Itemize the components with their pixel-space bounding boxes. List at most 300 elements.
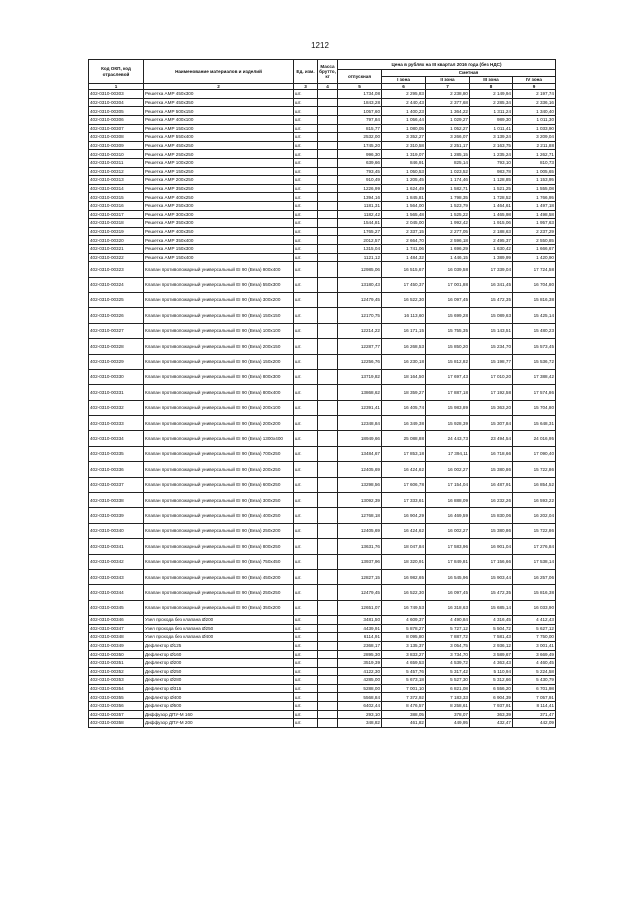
cell-z3: 1 728,52	[470, 193, 513, 202]
cell-release: 13631,76	[338, 539, 382, 554]
cell-unit: шт.	[294, 702, 318, 711]
cell-mass	[318, 385, 338, 400]
cell-z3: 16 341,45	[470, 277, 513, 292]
cell-z2: 4 490,84	[426, 616, 470, 625]
cell-z4: 2 211,88	[513, 141, 556, 150]
cell-unit: шт.	[294, 539, 318, 554]
cell-release: 815,77	[338, 124, 382, 133]
cell-code: 402-0310-00358	[89, 719, 144, 728]
table-row	[89, 202, 556, 211]
cell-code: 402-0310-00346	[89, 616, 144, 625]
cell-z1: 2 440,43	[382, 98, 426, 107]
cell-z3: 363,39	[470, 710, 513, 719]
cell-release: 293,10	[338, 710, 382, 719]
cell-unit: шт.	[294, 339, 318, 354]
cell-mass	[318, 539, 338, 554]
cell-z4: 16 257,06	[513, 569, 556, 584]
cell-z1: 2 664,70	[382, 236, 426, 245]
cell-z4: 17 276,84	[513, 539, 556, 554]
cell-z1: 17 606,78	[382, 477, 426, 492]
cell-name: Клапан противопожарный универсальный EI 90 (Веза) 700х250	[144, 446, 294, 461]
cell-z4: 1 262,71	[513, 150, 556, 159]
cell-release: 12479,45	[338, 585, 382, 600]
cell-mass	[318, 323, 338, 338]
cell-unit: шт.	[294, 684, 318, 693]
cell-unit: шт.	[294, 253, 318, 262]
cell-unit: шт.	[294, 116, 318, 125]
table-body	[89, 90, 556, 728]
cell-z4: 5 224,58	[513, 667, 556, 676]
cell-unit: шт.	[294, 150, 318, 159]
cell-z1: 16 230,18	[382, 354, 426, 369]
cell-name: Дефлектор Ø315	[144, 684, 294, 693]
cell-release: 13180,43	[338, 277, 382, 292]
cell-unit: шт.	[294, 98, 318, 107]
cell-z4: 1 153,95	[513, 176, 556, 185]
table-row	[89, 710, 556, 719]
cell-z2: 16 097,45	[426, 292, 470, 307]
cell-z1: 16 405,74	[382, 400, 426, 415]
header-estimated: Сметная	[382, 70, 556, 77]
cell-z2: 17 697,43	[426, 369, 470, 384]
cell-name: Решетка АМР 100х200	[144, 159, 294, 168]
cell-z1: 1 741,06	[382, 244, 426, 253]
cell-z3: 7 581,43	[470, 633, 513, 642]
cell-z2: 2 596,18	[426, 236, 470, 245]
table-row	[89, 159, 556, 168]
cell-z3: 1 011,41	[470, 124, 513, 133]
cell-z4: 16 704,80	[513, 277, 556, 292]
cell-name: Дефлектор Ø500	[144, 702, 294, 711]
cell-z4: 17 724,58	[513, 262, 556, 277]
cell-z2: 1 364,22	[426, 107, 470, 116]
cell-z1: 8 095,80	[382, 633, 426, 642]
cell-z2: 15 699,28	[426, 308, 470, 323]
cell-code: 402-0310-00329	[89, 354, 144, 369]
cell-release: 12651,07	[338, 600, 382, 615]
cell-z3: 5 110,94	[470, 667, 513, 676]
table-row	[89, 323, 556, 338]
cell-release: 793,45	[338, 167, 382, 176]
cell-z1: 16 424,62	[382, 523, 426, 538]
price-table	[88, 59, 556, 728]
cell-code: 402-0310-00319	[89, 227, 144, 236]
cell-z4: 3 001,41	[513, 641, 556, 650]
cell-z3: 2 495,37	[470, 236, 513, 245]
cell-z4: 17 090,40	[513, 446, 556, 461]
cell-z2: 1 992,42	[426, 219, 470, 228]
cell-name: Клапан противопожарный универсальный EI 90 (Веза) 250х200	[144, 523, 294, 538]
cell-release: 12287,77	[338, 339, 382, 354]
cell-release: 1843,28	[338, 98, 382, 107]
cell-z2: 2 251,17	[426, 141, 470, 150]
cell-mass	[318, 369, 338, 384]
cell-z4: 16 854,52	[513, 477, 556, 492]
cell-release: 13092,39	[338, 493, 382, 508]
cell-mass	[318, 253, 338, 262]
cell-mass	[318, 176, 338, 185]
cell-z1: 2 337,15	[382, 227, 426, 236]
cell-mass	[318, 702, 338, 711]
cell-z4: 15 480,23	[513, 323, 556, 338]
cell-release: 6114,91	[338, 633, 382, 642]
cell-release: 639,66	[338, 159, 382, 168]
cell-code: 402-0310-00310	[89, 150, 144, 159]
cell-z4: 1 420,90	[513, 253, 556, 262]
cell-unit: шт.	[294, 236, 318, 245]
col-number: 8	[470, 84, 513, 90]
cell-z1: 1 564,00	[382, 202, 426, 211]
cell-z1: 2 295,83	[382, 90, 426, 99]
cell-release: 18949,66	[338, 431, 382, 446]
cell-unit: шт.	[294, 277, 318, 292]
cell-name: Решетка АМР 450х300	[144, 90, 294, 99]
cell-release: 12985,06	[338, 262, 382, 277]
cell-name: Клапан противопожарный универсальный EI 90 (Веза) 100х100	[144, 323, 294, 338]
cell-release: 13719,82	[338, 369, 382, 384]
cell-unit: шт.	[294, 210, 318, 219]
cell-release: 1121,12	[338, 253, 382, 262]
cell-release: 5568,84	[338, 693, 382, 702]
cell-z4: 4 460,45	[513, 659, 556, 668]
table-row	[89, 667, 556, 676]
table-row	[89, 167, 556, 176]
cell-code: 402-0310-00337	[89, 477, 144, 492]
cell-name: Решетка АМР 150х100	[144, 124, 294, 133]
table-row	[89, 236, 556, 245]
cell-release: 12348,84	[338, 416, 382, 431]
cell-z3: 1 915,06	[470, 219, 513, 228]
cell-z2: 16 318,63	[426, 600, 470, 615]
cell-unit: шт.	[294, 416, 318, 431]
table-row	[89, 262, 556, 277]
cell-z3: 5 312,66	[470, 676, 513, 685]
cell-name: Диффузор ДПУ-М 160	[144, 710, 294, 719]
cell-z4: 1 340,40	[513, 107, 556, 116]
cell-unit: шт.	[294, 262, 318, 277]
cell-unit: шт.	[294, 659, 318, 668]
table-row	[89, 219, 556, 228]
cell-name: Дефлектор Ø400	[144, 693, 294, 702]
cell-unit: шт.	[294, 308, 318, 323]
cell-z4: 2 197,74	[513, 90, 556, 99]
cell-mass	[318, 624, 338, 633]
cell-release: 1734,08	[338, 90, 382, 99]
cell-code: 402-0310-00318	[89, 219, 144, 228]
cell-release: 5288,00	[338, 684, 382, 693]
cell-z2: 2 277,05	[426, 227, 470, 236]
cell-z4: 4 412,43	[513, 616, 556, 625]
cell-code: 402-0310-00335	[89, 446, 144, 461]
cell-mass	[318, 210, 338, 219]
table-row	[89, 277, 556, 292]
cell-release: 12827,15	[338, 569, 382, 584]
cell-z3: 17 010,20	[470, 369, 513, 384]
cell-release: 4285,00	[338, 676, 382, 685]
cell-unit: шт.	[294, 90, 318, 99]
cell-z3: 1 521,25	[470, 184, 513, 193]
table-row	[89, 676, 556, 685]
cell-z1: 1 050,53	[382, 167, 426, 176]
cell-mass	[318, 616, 338, 625]
cell-mass	[318, 693, 338, 702]
cell-mass	[318, 508, 338, 523]
cell-release: 2012,57	[338, 236, 382, 245]
cell-unit: шт.	[294, 184, 318, 193]
cell-z2: 825,14	[426, 159, 470, 168]
table-row	[89, 431, 556, 446]
cell-release: 2368,17	[338, 641, 382, 650]
cell-name: Клапан противопожарный универсальный EI 90 (Веза) 400х250	[144, 508, 294, 523]
cell-name: Решетка АМР 150х400	[144, 253, 294, 262]
cell-code: 402-0310-00355	[89, 693, 144, 702]
cell-code: 402-0310-00334	[89, 431, 144, 446]
table-row	[89, 210, 556, 219]
cell-mass	[318, 227, 338, 236]
cell-name: Клапан противопожарный универсальный EI 90 (Веза) 800х400	[144, 385, 294, 400]
cell-z2: 1 052,27	[426, 124, 470, 133]
table-row	[89, 90, 556, 99]
cell-code: 402-0310-00350	[89, 650, 144, 659]
table-row	[89, 116, 556, 125]
table-row	[89, 523, 556, 538]
cell-unit: шт.	[294, 446, 318, 461]
cell-unit: шт.	[294, 124, 318, 133]
cell-name: Клапан противопожарный универсальный EI 90 (Веза) 200х250	[144, 462, 294, 477]
cell-mass	[318, 262, 338, 277]
cell-release: 1745,20	[338, 141, 382, 150]
cell-code: 402-0310-00315	[89, 193, 144, 202]
cell-code: 402-0310-00328	[89, 339, 144, 354]
cell-z1: 18 320,91	[382, 554, 426, 569]
cell-z2: 24 443,73	[426, 431, 470, 446]
cell-z4: 15 722,86	[513, 462, 556, 477]
cell-z3: 16 901,04	[470, 539, 513, 554]
cell-release: 13937,96	[338, 554, 382, 569]
cell-z3: 15 903,44	[470, 569, 513, 584]
cell-mass	[318, 124, 338, 133]
cell-z3: 15 363,20	[470, 400, 513, 415]
cell-name: Решетка АМР 200х250	[144, 176, 294, 185]
cell-mass	[318, 523, 338, 538]
cell-unit: шт.	[294, 431, 318, 446]
table-row	[89, 539, 556, 554]
cell-z3: 1 235,24	[470, 150, 513, 159]
cell-z1: 1 624,49	[382, 184, 426, 193]
cell-name: Клапан противопожарный универсальный EI 90 (Веза) 200х200	[144, 416, 294, 431]
cell-mass	[318, 133, 338, 142]
cell-name: Дефлектор Ø280	[144, 676, 294, 685]
cell-z3: 4 363,43	[470, 659, 513, 668]
table-row	[89, 133, 556, 142]
cell-release: 1544,81	[338, 219, 382, 228]
cell-code: 402-0310-00344	[89, 585, 144, 600]
cell-release: 12405,69	[338, 523, 382, 538]
cell-release: 12256,76	[338, 354, 382, 369]
cell-mass	[318, 193, 338, 202]
cell-mass	[318, 569, 338, 584]
cell-z4: 2 336,16	[513, 98, 556, 107]
table-row	[89, 659, 556, 668]
cell-mass	[318, 308, 338, 323]
cell-code: 402-0310-00324	[89, 277, 144, 292]
table-row	[89, 585, 556, 600]
cell-unit: шт.	[294, 676, 318, 685]
table-row	[89, 493, 556, 508]
cell-code: 402-0310-00325	[89, 292, 144, 307]
cell-z4: 1 033,90	[513, 124, 556, 133]
cell-z2: 15 755,35	[426, 323, 470, 338]
cell-name: Решетка АМР 150х300	[144, 244, 294, 253]
cell-z1: 16 171,15	[382, 323, 426, 338]
cell-release: 12768,18	[338, 508, 382, 523]
table-row	[89, 684, 556, 693]
cell-unit: шт.	[294, 219, 318, 228]
cell-z4: 810,73	[513, 159, 556, 168]
cell-mass	[318, 167, 338, 176]
table-row	[89, 650, 556, 659]
cell-z2: 5 527,30	[426, 676, 470, 685]
cell-code: 402-0310-00357	[89, 710, 144, 719]
table-row	[89, 600, 556, 615]
cell-z2: 7 183,33	[426, 693, 470, 702]
cell-name: Узел прохода без клапана Ø400	[144, 633, 294, 642]
cell-z4: 1 957,63	[513, 219, 556, 228]
cell-unit: шт.	[294, 227, 318, 236]
cell-z1: 16 982,65	[382, 569, 426, 584]
cell-mass	[318, 184, 338, 193]
cell-z4: 1 766,95	[513, 193, 556, 202]
cell-unit: шт.	[294, 554, 318, 569]
cell-z4: 371,47	[513, 710, 556, 719]
cell-z3: 15 472,35	[470, 292, 513, 307]
cell-z4: 15 573,45	[513, 339, 556, 354]
cell-mass	[318, 236, 338, 245]
cell-z3: 5 504,72	[470, 624, 513, 633]
cell-z4: 1 497,18	[513, 202, 556, 211]
cell-z2: 5 727,12	[426, 624, 470, 633]
cell-release: 2895,30	[338, 650, 382, 659]
cell-z2: 7 887,72	[426, 633, 470, 642]
cell-z3: 16 487,91	[470, 477, 513, 492]
cell-name: Клапан противопожарный универсальный EI 90 (Веза) 800х250	[144, 539, 294, 554]
cell-unit: шт.	[294, 133, 318, 142]
cell-z1: 1 845,81	[382, 193, 426, 202]
table-row	[89, 308, 556, 323]
cell-release: 12405,69	[338, 462, 382, 477]
table-row	[89, 141, 556, 150]
cell-mass	[318, 446, 338, 461]
cell-z3: 4 316,45	[470, 616, 513, 625]
cell-z4: 15 536,72	[513, 354, 556, 369]
cell-code: 402-0310-00304	[89, 98, 144, 107]
table-row	[89, 369, 556, 384]
cell-z2: 17 849,81	[426, 554, 470, 569]
cell-z1: 388,05	[382, 710, 426, 719]
cell-name: Решетка АМР 400х100	[144, 116, 294, 125]
cell-code: 402-0310-00316	[89, 202, 144, 211]
cell-mass	[318, 462, 338, 477]
cell-z3: 2 285,34	[470, 98, 513, 107]
cell-code: 402-0310-00326	[89, 308, 144, 323]
cell-code: 402-0310-00322	[89, 253, 144, 262]
table-row	[89, 339, 556, 354]
cell-mass	[318, 710, 338, 719]
cell-mass	[318, 400, 338, 415]
cell-unit: шт.	[294, 159, 318, 168]
cell-z2: 15 928,39	[426, 416, 470, 431]
cell-z4: 3 669,49	[513, 650, 556, 659]
cell-z3: 2 188,63	[470, 227, 513, 236]
table-row	[89, 702, 556, 711]
cell-unit: шт.	[294, 354, 318, 369]
cell-z3: 17 192,58	[470, 385, 513, 400]
cell-unit: шт.	[294, 493, 318, 508]
cell-z3: 6 556,20	[470, 684, 513, 693]
cell-unit: шт.	[294, 641, 318, 650]
cell-z3: 432,47	[470, 719, 513, 728]
cell-unit: шт.	[294, 141, 318, 150]
cell-release: 3481,50	[338, 616, 382, 625]
cell-unit: шт.	[294, 107, 318, 116]
cell-z1: 1 205,45	[382, 176, 426, 185]
cell-name: Решетка АМР 400х350	[144, 227, 294, 236]
cell-release: 13298,56	[338, 477, 382, 492]
header-zone3: III зона	[470, 77, 513, 84]
cell-release: 348,82	[338, 719, 382, 728]
cell-z1: 3 833,27	[382, 650, 426, 659]
table-row	[89, 184, 556, 193]
cell-mass	[318, 477, 338, 492]
cell-z2: 1 696,29	[426, 244, 470, 253]
header-price: Цена в рублях на III квартал 2016 года (без НДС)	[338, 60, 556, 70]
cell-name: Клапан противопожарный универсальный EI 90 (Веза) 900х400	[144, 262, 294, 277]
cell-z3: 983,78	[470, 167, 513, 176]
cell-release: 4122,30	[338, 667, 382, 676]
cell-name: Узел прохода без клапана Ø200	[144, 616, 294, 625]
cell-release: 12214,22	[338, 323, 382, 338]
cell-z4: 1 011,30	[513, 116, 556, 125]
cell-z3: 6 904,39	[470, 693, 513, 702]
cell-code: 402-0310-00332	[89, 400, 144, 415]
cell-name: Диффузор ДПУ-М 200	[144, 719, 294, 728]
cell-unit: шт.	[294, 369, 318, 384]
cell-unit: шт.	[294, 244, 318, 253]
cell-unit: шт.	[294, 193, 318, 202]
cell-code: 402-0310-00311	[89, 159, 144, 168]
cell-release: 797,84	[338, 116, 382, 125]
cell-z2: 16 545,96	[426, 569, 470, 584]
table-row	[89, 193, 556, 202]
cell-code: 402-0310-00347	[89, 624, 144, 633]
cell-z1: 1 484,32	[382, 253, 426, 262]
cell-code: 402-0310-00342	[89, 554, 144, 569]
cell-z2: 17 583,96	[426, 539, 470, 554]
cell-z4: 24 016,95	[513, 431, 556, 446]
cell-z1: 7 372,92	[382, 693, 426, 702]
cell-z1: 1 565,48	[382, 210, 426, 219]
cell-code: 402-0310-00314	[89, 184, 144, 193]
cell-code: 402-0310-00312	[89, 167, 144, 176]
cell-unit: шт.	[294, 292, 318, 307]
cell-unit: шт.	[294, 667, 318, 676]
cell-z1: 461,82	[382, 719, 426, 728]
cell-z2: 16 097,45	[426, 585, 470, 600]
cell-z4: 17 388,42	[513, 369, 556, 384]
cell-code: 402-0310-00321	[89, 244, 144, 253]
cell-name: Решетка АМР 400х250	[144, 193, 294, 202]
cell-z2: 16 002,27	[426, 462, 470, 477]
